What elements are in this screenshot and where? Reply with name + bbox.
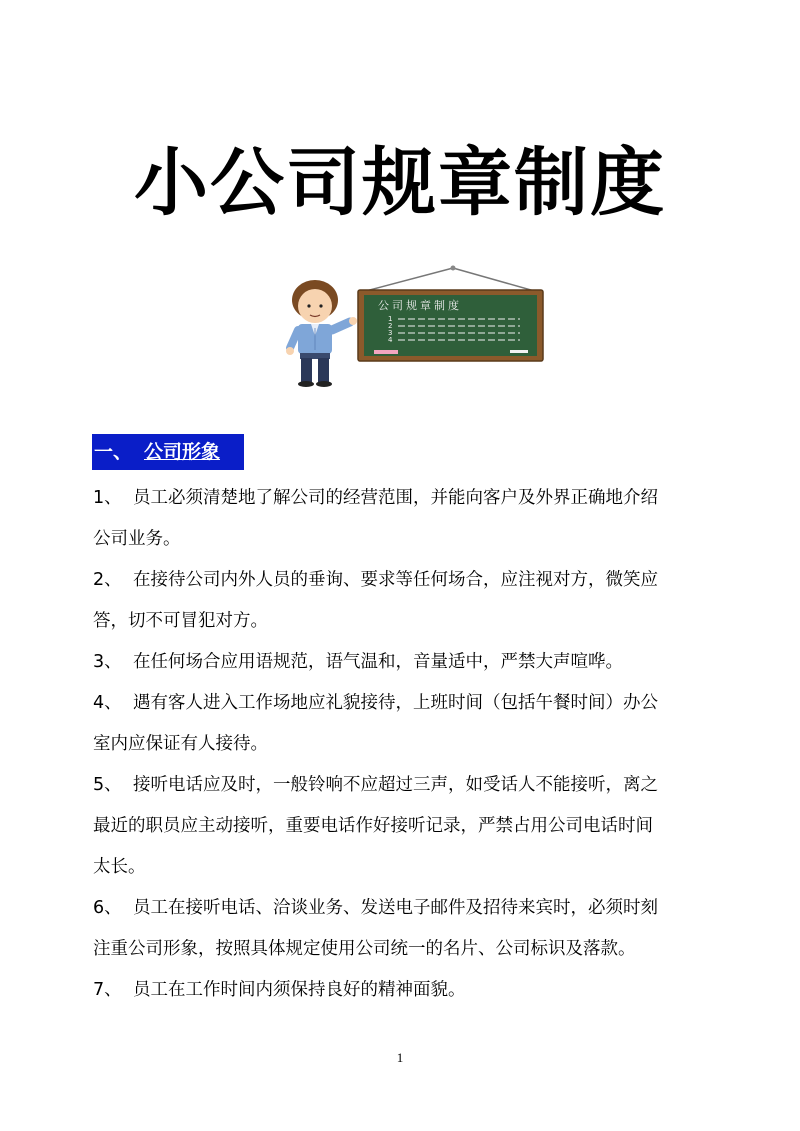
section-title: 公司形象 — [144, 441, 221, 463]
rule-text: 在任何场合应用语规范，语气温和，音量适中，严禁大声喧哗。 — [133, 652, 623, 672]
rule-item — [93, 642, 705, 683]
section-heading — [92, 434, 244, 470]
rule-item — [93, 765, 705, 888]
board-item-number: 3 — [388, 329, 393, 337]
rule-number: 6、 — [93, 898, 122, 918]
section-number: 一、 — [94, 441, 133, 463]
rule-number: 7、 — [93, 980, 122, 1000]
chalk — [374, 350, 398, 354]
rule-number: 3、 — [93, 652, 122, 672]
rule-text: 接听电话应及时，一般铃响不应超过三声，如受话人不能接听，离之 — [133, 775, 658, 795]
rule-text: 室内应保证有人接待。 — [93, 734, 268, 754]
rule-number: 2、 — [93, 570, 122, 590]
teacher-blackboard-illustration — [270, 262, 560, 392]
rule-text: 答，切不可冒犯对方。 — [93, 611, 268, 631]
page-number: 1 — [396, 1050, 404, 1065]
rule-item — [93, 970, 705, 1011]
rule-item — [93, 478, 705, 560]
rule-text: 最近的职员应主动接听，重要电话作好接听记录，严禁占用公司电话时间 — [93, 816, 653, 836]
rule-text: 员工在接听电话、洽谈业务、发送电子邮件及招待来宾时，必须时刻 — [133, 898, 658, 918]
board-item-number: 4 — [388, 336, 393, 344]
rule-number: 1、 — [93, 488, 122, 508]
rule-item — [93, 888, 705, 970]
rule-number: 4、 — [93, 693, 122, 713]
rule-number: 5、 — [93, 775, 122, 795]
board-numbers — [388, 315, 393, 344]
rule-text: 在接待公司内外人员的垂询、要求等任何场合，应注视对方，微笑应 — [133, 570, 658, 590]
rule-text: 员工在工作时间内须保持良好的精神面貌。 — [133, 980, 466, 1000]
eraser — [510, 350, 528, 353]
rule-item — [93, 683, 705, 765]
rule-text: 遇有客人进入工作场地应礼貌接待，上班时间（包括午餐时间）办公 — [133, 693, 658, 713]
board-item-number: 1 — [388, 315, 393, 323]
document-title: 小公司规章制度 — [134, 140, 666, 226]
rule-text: 公司业务。 — [93, 529, 181, 549]
rules-list — [93, 478, 705, 1011]
rule-text: 太长。 — [93, 857, 146, 877]
teacher-figure — [286, 280, 357, 387]
board-title: 公司规章制度 — [378, 299, 462, 312]
rule-item — [93, 560, 705, 642]
rule-text: 注重公司形象，按照具体规定使用公司统一的名片、公司标识及落款。 — [93, 939, 636, 959]
rule-text: 员工必须清楚地了解公司的经营范围，并能向客户及外界正确地介绍 — [133, 488, 658, 508]
board-item-number: 2 — [388, 322, 393, 330]
